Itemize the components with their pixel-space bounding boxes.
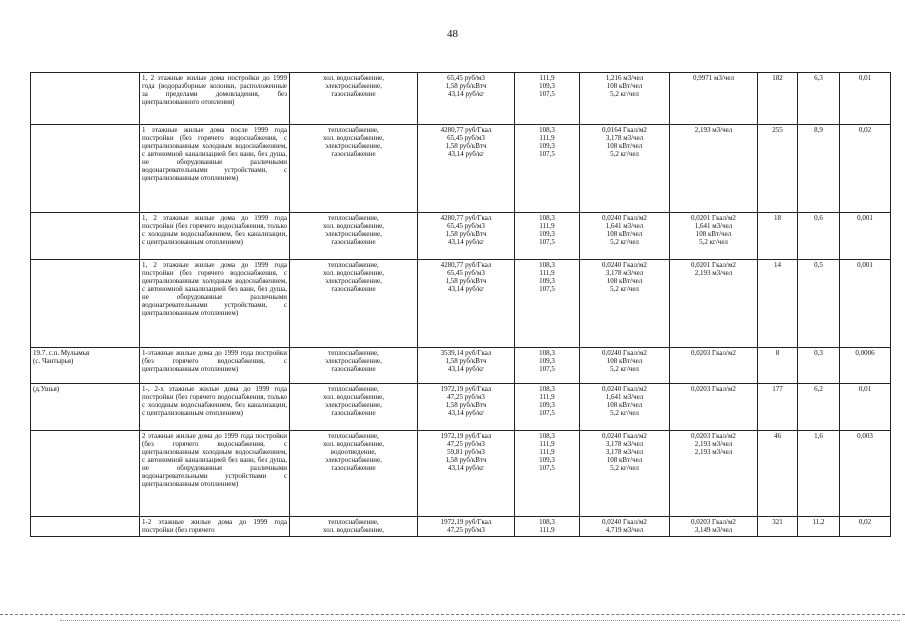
index-line: 109,3 — [539, 456, 555, 464]
tariff-line: 1,58 руб/кВтч — [445, 277, 487, 285]
value-text: 6,3 — [814, 74, 823, 82]
tariff-line: 65,45 руб/м3 — [447, 74, 485, 82]
description-cell — [140, 213, 290, 260]
table-row — [31, 260, 891, 348]
tariff-cell — [418, 260, 515, 348]
value-text: 8,9 — [814, 126, 823, 134]
services-line: газоснабжение — [331, 365, 376, 373]
description-text: 2 этажные жилые дома до 1999 года постройки (без горячего водоснабжения, с централизованным холодным водоснабжением, с автономной канализацией без ванн, без душа, не оборудованные различными водонагревательными устройствами с централизованным отоплением) — [142, 432, 287, 488]
settlement-cell — [31, 260, 140, 348]
norm-line: 5,2 кг/чел — [610, 285, 639, 293]
index-line: 111,9 — [539, 440, 555, 448]
description-cell — [140, 73, 290, 125]
value-text: 6,2 — [814, 385, 823, 393]
settlement-cell — [31, 348, 140, 384]
tariff-cell — [418, 517, 515, 537]
services-line: газоснабжение — [331, 150, 376, 158]
index-line: 108,3 — [539, 518, 555, 526]
services-line: теплоснабжение, — [328, 349, 379, 357]
norm-extra-cell — [670, 517, 758, 537]
norm-extra-line: 2,193 м3/чел — [694, 448, 733, 456]
norm-line: 0,0240 Гкал/м2 — [602, 385, 647, 393]
settlement-line: (д.Ушья) — [33, 385, 60, 393]
index-line: 108,3 — [539, 432, 555, 440]
norm-line: 3,178 м3/чел — [605, 440, 644, 448]
norm-line: 108 кВт/чел — [606, 277, 643, 285]
norm-cell — [580, 384, 670, 431]
index-line: 111,9 — [539, 74, 555, 82]
description-text: 1, 2 этажные жилые дома до 1999 года постройки (без горячего водоснабжения, с централизованным холодным водоснабжением, с автономной канализацией без ванн, без душа, не оборудованные различными водонагревательными устройствами, с централизованным отоплением) — [142, 261, 287, 317]
norm-extra-line: 1,641 м3/чел — [694, 222, 733, 230]
description-text: 1-2 этажные жилые дома до 1999 года постройки (без горячего — [142, 518, 287, 534]
index-line: 108,3 — [539, 214, 555, 222]
index-line: 108,3 — [539, 385, 555, 393]
table-row — [31, 348, 891, 384]
value-text: 0,5 — [814, 261, 823, 269]
services-line: теплоснабжение, — [328, 214, 379, 222]
share-text: 0,02 — [858, 126, 872, 134]
tariff-line: 65,45 руб/м3 — [447, 134, 485, 142]
share-cell — [840, 213, 891, 260]
count-cell — [758, 517, 798, 537]
services-line: водоотведение, — [330, 448, 377, 456]
index-cell — [515, 431, 580, 517]
services-line: электроснабжение, — [325, 401, 382, 409]
norm-extra-line: 2,193 м3/чел — [694, 269, 733, 277]
norm-line: 5,2 кг/чел — [610, 150, 639, 158]
page-number: 48 — [447, 28, 458, 40]
norm-cell — [580, 73, 670, 125]
share-cell — [840, 431, 891, 517]
services-line: хол. водоснабжение, — [323, 526, 384, 534]
share-cell — [840, 384, 891, 431]
share-text: 0,01 — [858, 385, 872, 393]
index-line: 108,3 — [539, 261, 555, 269]
value-cell — [798, 517, 840, 537]
norm-cell — [580, 431, 670, 517]
norm-line: 3,178 м3/чел — [605, 448, 644, 456]
page-bottom-rule — [0, 614, 905, 615]
index-line: 107,5 — [539, 285, 555, 293]
value-cell — [798, 125, 840, 213]
tariff-cell — [418, 431, 515, 517]
services-line: электроснабжение, — [325, 230, 382, 238]
value-text: 0,6 — [814, 214, 823, 222]
value-cell — [798, 431, 840, 517]
norm-extra-cell — [670, 348, 758, 384]
norm-line: 3,178 м3/чел — [605, 269, 644, 277]
share-text: 0,001 — [857, 214, 873, 222]
norm-extra-line: 2,193 м3/чел — [694, 440, 733, 448]
count-cell — [758, 431, 798, 517]
services-line: теплоснабжение, — [328, 261, 379, 269]
share-text: 0,003 — [857, 432, 873, 440]
tariff-cell — [418, 384, 515, 431]
services-line: хол. водоснабжение, — [323, 74, 384, 82]
norm-line: 1,216 м3/чел — [605, 74, 644, 82]
share-cell — [840, 125, 891, 213]
index-cell — [515, 213, 580, 260]
tariff-line: 43,14 руб/кг — [447, 285, 485, 293]
index-line: 108,3 — [539, 126, 555, 134]
norm-line: 108 кВт/чел — [606, 82, 643, 90]
count-cell — [758, 73, 798, 125]
description-cell — [140, 517, 290, 537]
norm-cell — [580, 517, 670, 537]
index-line: 111,9 — [539, 222, 555, 230]
norm-line: 5,2 кг/чел — [610, 365, 639, 373]
settlement-cell — [31, 125, 140, 213]
share-text: 0,001 — [857, 261, 873, 269]
norm-line: 0,0240 Гкал/м2 — [602, 214, 647, 222]
count-text: 14 — [774, 261, 781, 269]
services-line: хол. водоснабжение, — [323, 440, 384, 448]
norm-line: 1,641 м3/чел — [605, 222, 644, 230]
tariff-cell — [418, 125, 515, 213]
settlement-cell — [31, 384, 140, 431]
services-line: электроснабжение, — [325, 456, 382, 464]
services-line: хол. водоснабжение, — [323, 222, 384, 230]
description-cell — [140, 348, 290, 384]
index-line: 109,3 — [539, 230, 555, 238]
services-line: хол. водоснабжение, — [323, 269, 384, 277]
norm-extra-line: 5,2 кг/чел — [699, 238, 728, 246]
index-cell — [515, 384, 580, 431]
index-line: 107,5 — [539, 150, 555, 158]
norm-line: 0,0240 Гкал/м2 — [602, 518, 647, 526]
tariff-line: 1,58 руб/кВтч — [445, 82, 487, 90]
value-cell — [798, 348, 840, 384]
tariff-line: 1,58 руб/кВтч — [445, 230, 487, 238]
services-line: электроснабжение, — [325, 277, 382, 285]
settlement-cell — [31, 213, 140, 260]
norm-line: 5,2 кг/чел — [610, 238, 639, 246]
services-line: газоснабжение — [331, 238, 376, 246]
tariff-line: 4280,77 руб/Гкал — [440, 261, 492, 269]
norm-extra-cell — [670, 431, 758, 517]
share-cell — [840, 260, 891, 348]
count-cell — [758, 384, 798, 431]
norm-line: 5,2 кг/чел — [610, 464, 639, 472]
tariff-line: 1,58 руб/кВтч — [445, 142, 487, 150]
tariff-line: 43,14 руб/кг — [447, 409, 485, 417]
services-line: теплоснабжение, — [328, 518, 379, 526]
norm-line: 108 кВт/чел — [606, 357, 643, 365]
norm-extra-cell — [670, 260, 758, 348]
tariff-table — [30, 72, 891, 537]
tariff-line: 65,45 руб/м3 — [447, 222, 485, 230]
settlement-cell — [31, 517, 140, 537]
count-text: 8 — [775, 349, 780, 357]
value-text: 1,6 — [814, 432, 823, 440]
norm-cell — [580, 348, 670, 384]
tariff-line: 47,25 руб/м3 — [447, 440, 485, 448]
services-cell — [290, 260, 418, 348]
tariff-line: 1,58 руб/кВтч — [445, 357, 487, 365]
tariff-line: 1,58 руб/кВтч — [445, 456, 487, 464]
page-bottom-rule-2 — [60, 620, 900, 621]
count-text: 18 — [774, 214, 781, 222]
norm-cell — [580, 213, 670, 260]
services-cell — [290, 213, 418, 260]
value-cell — [798, 73, 840, 125]
tariff-line: 1972,19 руб/Гкал — [440, 385, 492, 393]
table-row — [31, 384, 891, 431]
norm-line: 0,0164 Гкал/м2 — [602, 126, 647, 134]
norm-line: 0,0240 Гкал/м2 — [602, 432, 647, 440]
index-cell — [515, 348, 580, 384]
services-line: электроснабжение, — [325, 82, 382, 90]
value-cell — [798, 260, 840, 348]
tariff-line: 43,14 руб/кг — [447, 150, 485, 158]
index-line: 109,3 — [539, 277, 555, 285]
norm-line: 4,719 м3/чел — [605, 526, 644, 534]
tariff-cell — [418, 348, 515, 384]
index-line: 111,9 — [539, 526, 555, 534]
index-line: 111,9 — [539, 269, 555, 277]
services-line: газоснабжение — [331, 409, 376, 417]
norm-extra-cell — [670, 213, 758, 260]
description-text: 1, 2 этажные жилые дома постройки до 1999 года (водоразборные колонки, расположенные за пределами домовладения, без централизованного отопления) — [142, 74, 287, 106]
tariff-line: 43,14 руб/кг — [447, 464, 485, 472]
services-line: теплоснабжение, — [328, 126, 379, 134]
description-text: 1-этажные жилые дома до 1999 года постройки (без горячего водоснабжения, с централизованным отоплением) — [142, 349, 287, 373]
norm-cell — [580, 260, 670, 348]
index-line: 107,5 — [539, 238, 555, 246]
services-cell — [290, 125, 418, 213]
services-line: электроснабжение, — [325, 142, 382, 150]
count-text: 182 — [772, 74, 783, 82]
norm-extra-line: 0,0201 Гкал/м2 — [691, 214, 736, 222]
settlement-cell — [31, 73, 140, 125]
tariff-cell — [418, 73, 515, 125]
settlement-line: (с. Чантырья) — [33, 357, 74, 365]
services-line: газоснабжение — [331, 90, 376, 98]
count-cell — [758, 260, 798, 348]
tariff-line: 4280,77 руб/Гкал — [440, 126, 492, 134]
services-cell — [290, 517, 418, 537]
norm-extra-line: 0,9971 м3/чел — [693, 74, 734, 82]
count-text: 321 — [772, 518, 783, 526]
norm-line: 1,641 м3/чел — [605, 393, 644, 401]
tariff-line: 47,25 руб/м3 — [447, 526, 485, 534]
description-cell — [140, 125, 290, 213]
norm-extra-line: 0,0203 Гкал/м2 — [691, 432, 736, 440]
description-text: 1-, 2-х этажные жилые дома до 1999 года постройки (без горячего водоснабжения, только с холодным водоснабжением, без канализации, с централизованным отоплением) — [142, 385, 287, 417]
value-cell — [798, 384, 840, 431]
norm-line: 5,2 кг/чел — [610, 90, 639, 98]
norm-extra-line: 0,0201 Гкал/м2 — [691, 261, 736, 269]
value-text: 11,2 — [812, 518, 825, 526]
services-line: теплоснабжение, — [328, 385, 379, 393]
index-line: 107,5 — [539, 90, 555, 98]
count-text: 255 — [772, 126, 783, 134]
norm-line: 0,0240 Гкал/м2 — [602, 349, 647, 357]
table-body — [31, 73, 891, 537]
share-cell — [840, 73, 891, 125]
settlement-line: 19.7. с.п. Мулымья — [33, 349, 90, 357]
tariff-cell — [418, 213, 515, 260]
norm-extra-line: 0,0203 Гкал/м2 — [691, 349, 736, 357]
tariff-line: 43,14 руб/кг — [447, 90, 485, 98]
index-line: 109,3 — [539, 142, 555, 150]
services-line: газоснабжение — [331, 464, 376, 472]
norm-line: 5,2 кг/чел — [610, 409, 639, 417]
norm-extra-line: 108 кВт/чел — [695, 230, 732, 238]
count-cell — [758, 125, 798, 213]
count-cell — [758, 213, 798, 260]
count-text: 46 — [774, 432, 781, 440]
norm-line: 3,178 м3/чел — [605, 134, 644, 142]
table-row — [31, 73, 891, 125]
tariff-line: 3539,14 руб/Гкал — [440, 349, 492, 357]
norm-line: 108 кВт/чел — [606, 401, 643, 409]
norm-line: 108 кВт/чел — [606, 230, 643, 238]
index-line: 109,3 — [539, 82, 555, 90]
norm-extra-cell — [670, 125, 758, 213]
description-text: 1, 2 этажные жилые дома до 1999 года постройки (без горячего водоснабжения, только с холодным водоснабжением, без канализации, с централизованным отоплением) — [142, 214, 287, 246]
description-cell — [140, 431, 290, 517]
share-text: 0,02 — [858, 518, 872, 526]
services-cell — [290, 348, 418, 384]
share-cell — [840, 348, 891, 384]
tariff-line: 1,58 руб/кВтч — [445, 401, 487, 409]
tariff-line: 4280,77 руб/Гкал — [440, 214, 492, 222]
tariff-line: 1972,19 руб/Гкал — [440, 518, 492, 526]
value-cell — [798, 213, 840, 260]
services-line: хол. водоснабжение, — [323, 134, 384, 142]
settlement-cell — [31, 431, 140, 517]
norm-extra-line: 3,149 м3/чел — [694, 526, 733, 534]
index-line: 111,9 — [539, 448, 555, 456]
services-cell — [290, 384, 418, 431]
norm-extra-line: 0,0203 Гкал/м2 — [691, 518, 736, 526]
index-line: 108,3 — [539, 349, 555, 357]
services-cell — [290, 73, 418, 125]
share-text: 0,01 — [858, 74, 872, 82]
norm-line: 0,0240 Гкал/м2 — [602, 261, 647, 269]
services-line: газоснабжение — [331, 285, 376, 293]
norm-line: 108 кВт/чел — [606, 142, 643, 150]
norm-extra-cell — [670, 73, 758, 125]
tariff-line: 43,14 руб/кг — [447, 238, 485, 246]
table-row — [31, 125, 891, 213]
tariff-line: 59,81 руб/м3 — [447, 448, 485, 456]
tariff-line: 65,45 руб/м3 — [447, 269, 485, 277]
services-line: электроснабжение, — [325, 357, 382, 365]
count-text: 177 — [772, 385, 783, 393]
count-cell — [758, 348, 798, 384]
index-cell — [515, 517, 580, 537]
index-line: 107,5 — [539, 464, 555, 472]
tariff-line: 47,25 руб/м3 — [447, 393, 485, 401]
table-row — [31, 431, 891, 517]
services-line: теплоснабжение, — [328, 432, 379, 440]
share-cell — [840, 517, 891, 537]
index-line: 111,9 — [539, 134, 555, 142]
description-text: 1 этажные жилые дома после 1999 года постройки (без горячего водоснабжения, с централизованным холодным водоснабжением, с автономной канализацией без ванн, без душа, не оборудованные различными водонагревательными устройствами, с централизованным отоплением) — [142, 126, 287, 182]
description-cell — [140, 260, 290, 348]
index-line: 109,3 — [539, 357, 555, 365]
index-cell — [515, 73, 580, 125]
norm-line: 108 кВт/чел — [606, 456, 643, 464]
index-cell — [515, 125, 580, 213]
table-row — [31, 213, 891, 260]
value-text: 0,3 — [814, 349, 823, 357]
index-line: 109,3 — [539, 401, 555, 409]
norm-extra-line: 0,0203 Гкал/м2 — [691, 385, 736, 393]
norm-extra-cell — [670, 384, 758, 431]
services-line: хол. водоснабжение, — [323, 393, 384, 401]
description-cell — [140, 384, 290, 431]
tariff-line: 43,14 руб/кг — [447, 365, 485, 373]
index-line: 111,9 — [539, 393, 555, 401]
table-row — [31, 517, 891, 537]
services-cell — [290, 431, 418, 517]
index-line: 107,5 — [539, 409, 555, 417]
norm-extra-line: 2,193 м3/чел — [694, 126, 733, 134]
norm-cell — [580, 125, 670, 213]
tariff-line: 1972,19 руб/Гкал — [440, 432, 492, 440]
index-cell — [515, 260, 580, 348]
index-line: 107,5 — [539, 365, 555, 373]
share-text: 0,0006 — [855, 349, 875, 357]
